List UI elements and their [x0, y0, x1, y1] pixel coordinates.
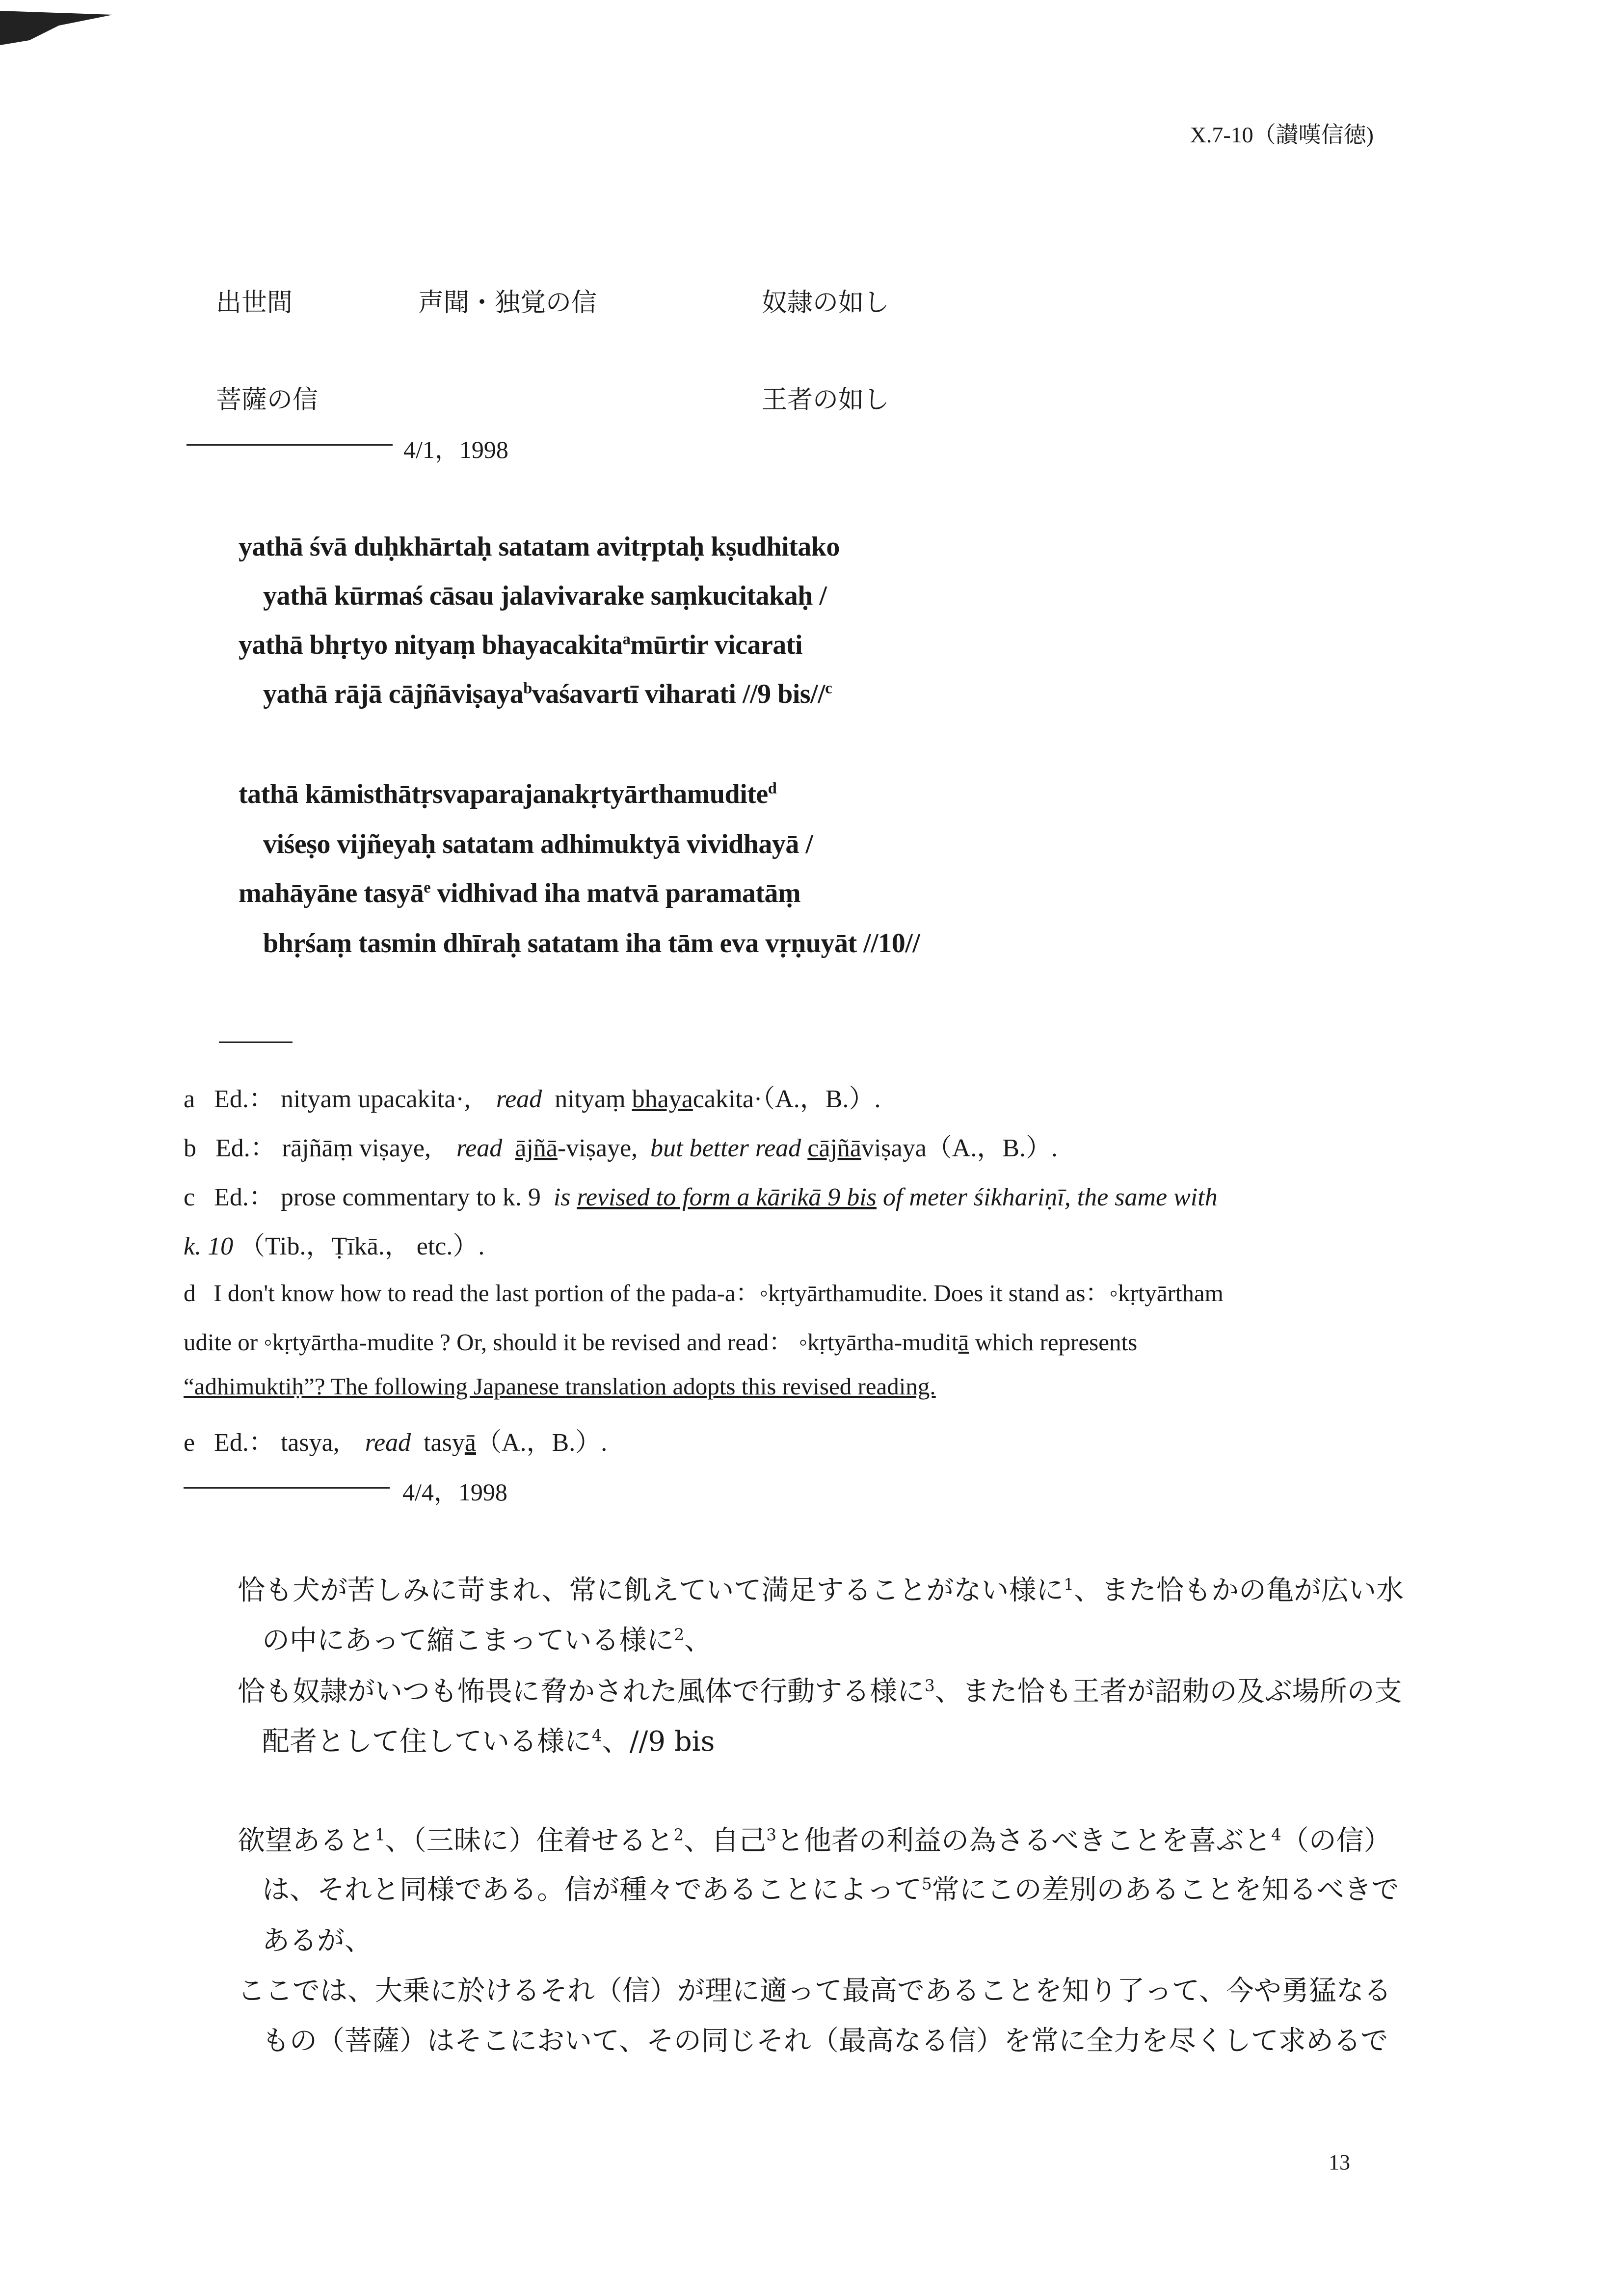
footnote-ref: c: [825, 679, 832, 697]
footnote-ref: b: [523, 679, 532, 697]
footnote-c-cont: k. 10 （Tib.，Ṭīkā.， etc.）.: [184, 1232, 485, 1260]
footnote-d-cont: udite or ◦kṛtyārtha-mudite ? Or, should it be revised and read： ◦kṛtyārtha-muditā which represents: [184, 1329, 1138, 1356]
translation-line: 恰も奴隷がいつも怖畏に脅かされた風体で行動する様に$^3$、また恰も王者が詔勅の及ぶ場所の支: [238, 1676, 1402, 1708]
footnote-d: d I don't know how to read the last portion of the pada-a：◦kṛtyārthamudite. Does it stand as：◦kṛtyārtham: [184, 1280, 1224, 1307]
verse-line: yathā śvā duḥkhārtaḥ satatam avitṛptaḥ kṣudhitako: [239, 532, 840, 562]
date-stamp: 4/4，1998: [402, 1478, 507, 1506]
translation-line: 配者として住している様に$^4$、//9 bis: [262, 1726, 715, 1758]
date-rule: [186, 444, 393, 446]
scan-corner-mark: [0, 11, 113, 45]
footnote-a: a Ed.： nityam upacakita·, read nityaṃ bhayacakita·（A.，B.）.: [184, 1085, 881, 1113]
translation-line: あるが、: [262, 1925, 372, 1957]
table-cell-r1c2: 声聞・独覚の信: [418, 288, 597, 318]
table-cell-r1c1: 出世間: [216, 288, 293, 318]
date-rule: [184, 1487, 390, 1489]
translation-line: の中にあって縮こまっている様に$^2$、: [262, 1625, 712, 1656]
translation-line: もの（菩薩）はそこにおいて、その同じそれ（最高なる信）を常に全力を尽くして求めるで: [262, 2025, 1388, 2057]
verse-line: yathā rājā cājñāviṣaya$^b$vaśavartī viharati //9 bis//$^c$: [263, 679, 832, 709]
translation-line: ここでは、大乗に於けるそれ（信）が理に適って最高であることを知り了って、今や勇猛なる: [238, 1975, 1391, 2007]
verse-line: yathā kūrmaś cāsau jalavivarake saṃkucitakaḥ /: [263, 581, 827, 611]
verse-line: viśeṣo vijñeyaḥ satatam adhimuktyā vividhayā /: [263, 829, 813, 859]
footnote-ref: a: [622, 630, 631, 648]
footnote-ref: e: [424, 879, 431, 897]
translation-line: 恰も犬が苦しみに苛まれ、常に飢えていて満足することがない様に$^1$、また恰もかの亀が広い水: [238, 1575, 1404, 1606]
verse-line: tathā kāmisthātṛsvaparajanakṛtyārthamudite$^d$: [239, 779, 777, 809]
section-header: X.7-10（讃嘆信徳): [1190, 122, 1374, 147]
date-stamp: 4/1，1998: [403, 436, 508, 463]
footnote-c: c Ed.： prose commentary to k. 9 is revised to form a kārikā 9 bis of meter śikhariṇī, the same with: [184, 1183, 1218, 1211]
footnote-e: e Ed.： tasya, read tasyā（A.，B.）.: [184, 1429, 608, 1457]
verse-line: bhṛśaṃ tasmin dhīraḥ satatam iha tām eva vṛṇuyāt //10//: [263, 928, 920, 959]
translation-line: は、それと同様である。信が種々であることによって$^5$常にこの差別のあることを知るべきで: [262, 1874, 1399, 1906]
verse-line: mahāyāne tasyā$^e$ vidhivad iha matvā paramatāṃ: [239, 878, 801, 908]
verse-line: yathā bhṛtyo nityaṃ bhayacakita$^a$mūrtir vicarati: [239, 630, 803, 660]
footnote-separator: [219, 1041, 293, 1043]
table-cell-r2c1: 菩薩の信: [216, 385, 319, 415]
footnote-ref: d: [768, 779, 777, 798]
footnote-d-cont: “adhimuktiḥ”? The following Japanese translation adopts this revised reading.: [184, 1373, 936, 1400]
page-number: 13: [1329, 2150, 1350, 2174]
translation-line: 欲望あると$^1$、（三昧に）住着せると$^2$、自己$^3$と他者の利益の為さるべきことを喜ぶと$^4$（の信）: [238, 1825, 1391, 1857]
footnote-b: b Ed.： rājñāṃ viṣaye, read ājñā-viṣaye, but better read cājñāviṣaya（A.，B.）.: [184, 1134, 1058, 1162]
table-cell-r2c3: 王者の如し: [762, 385, 890, 415]
table-cell-r1c3: 奴隷の如し: [762, 288, 890, 318]
